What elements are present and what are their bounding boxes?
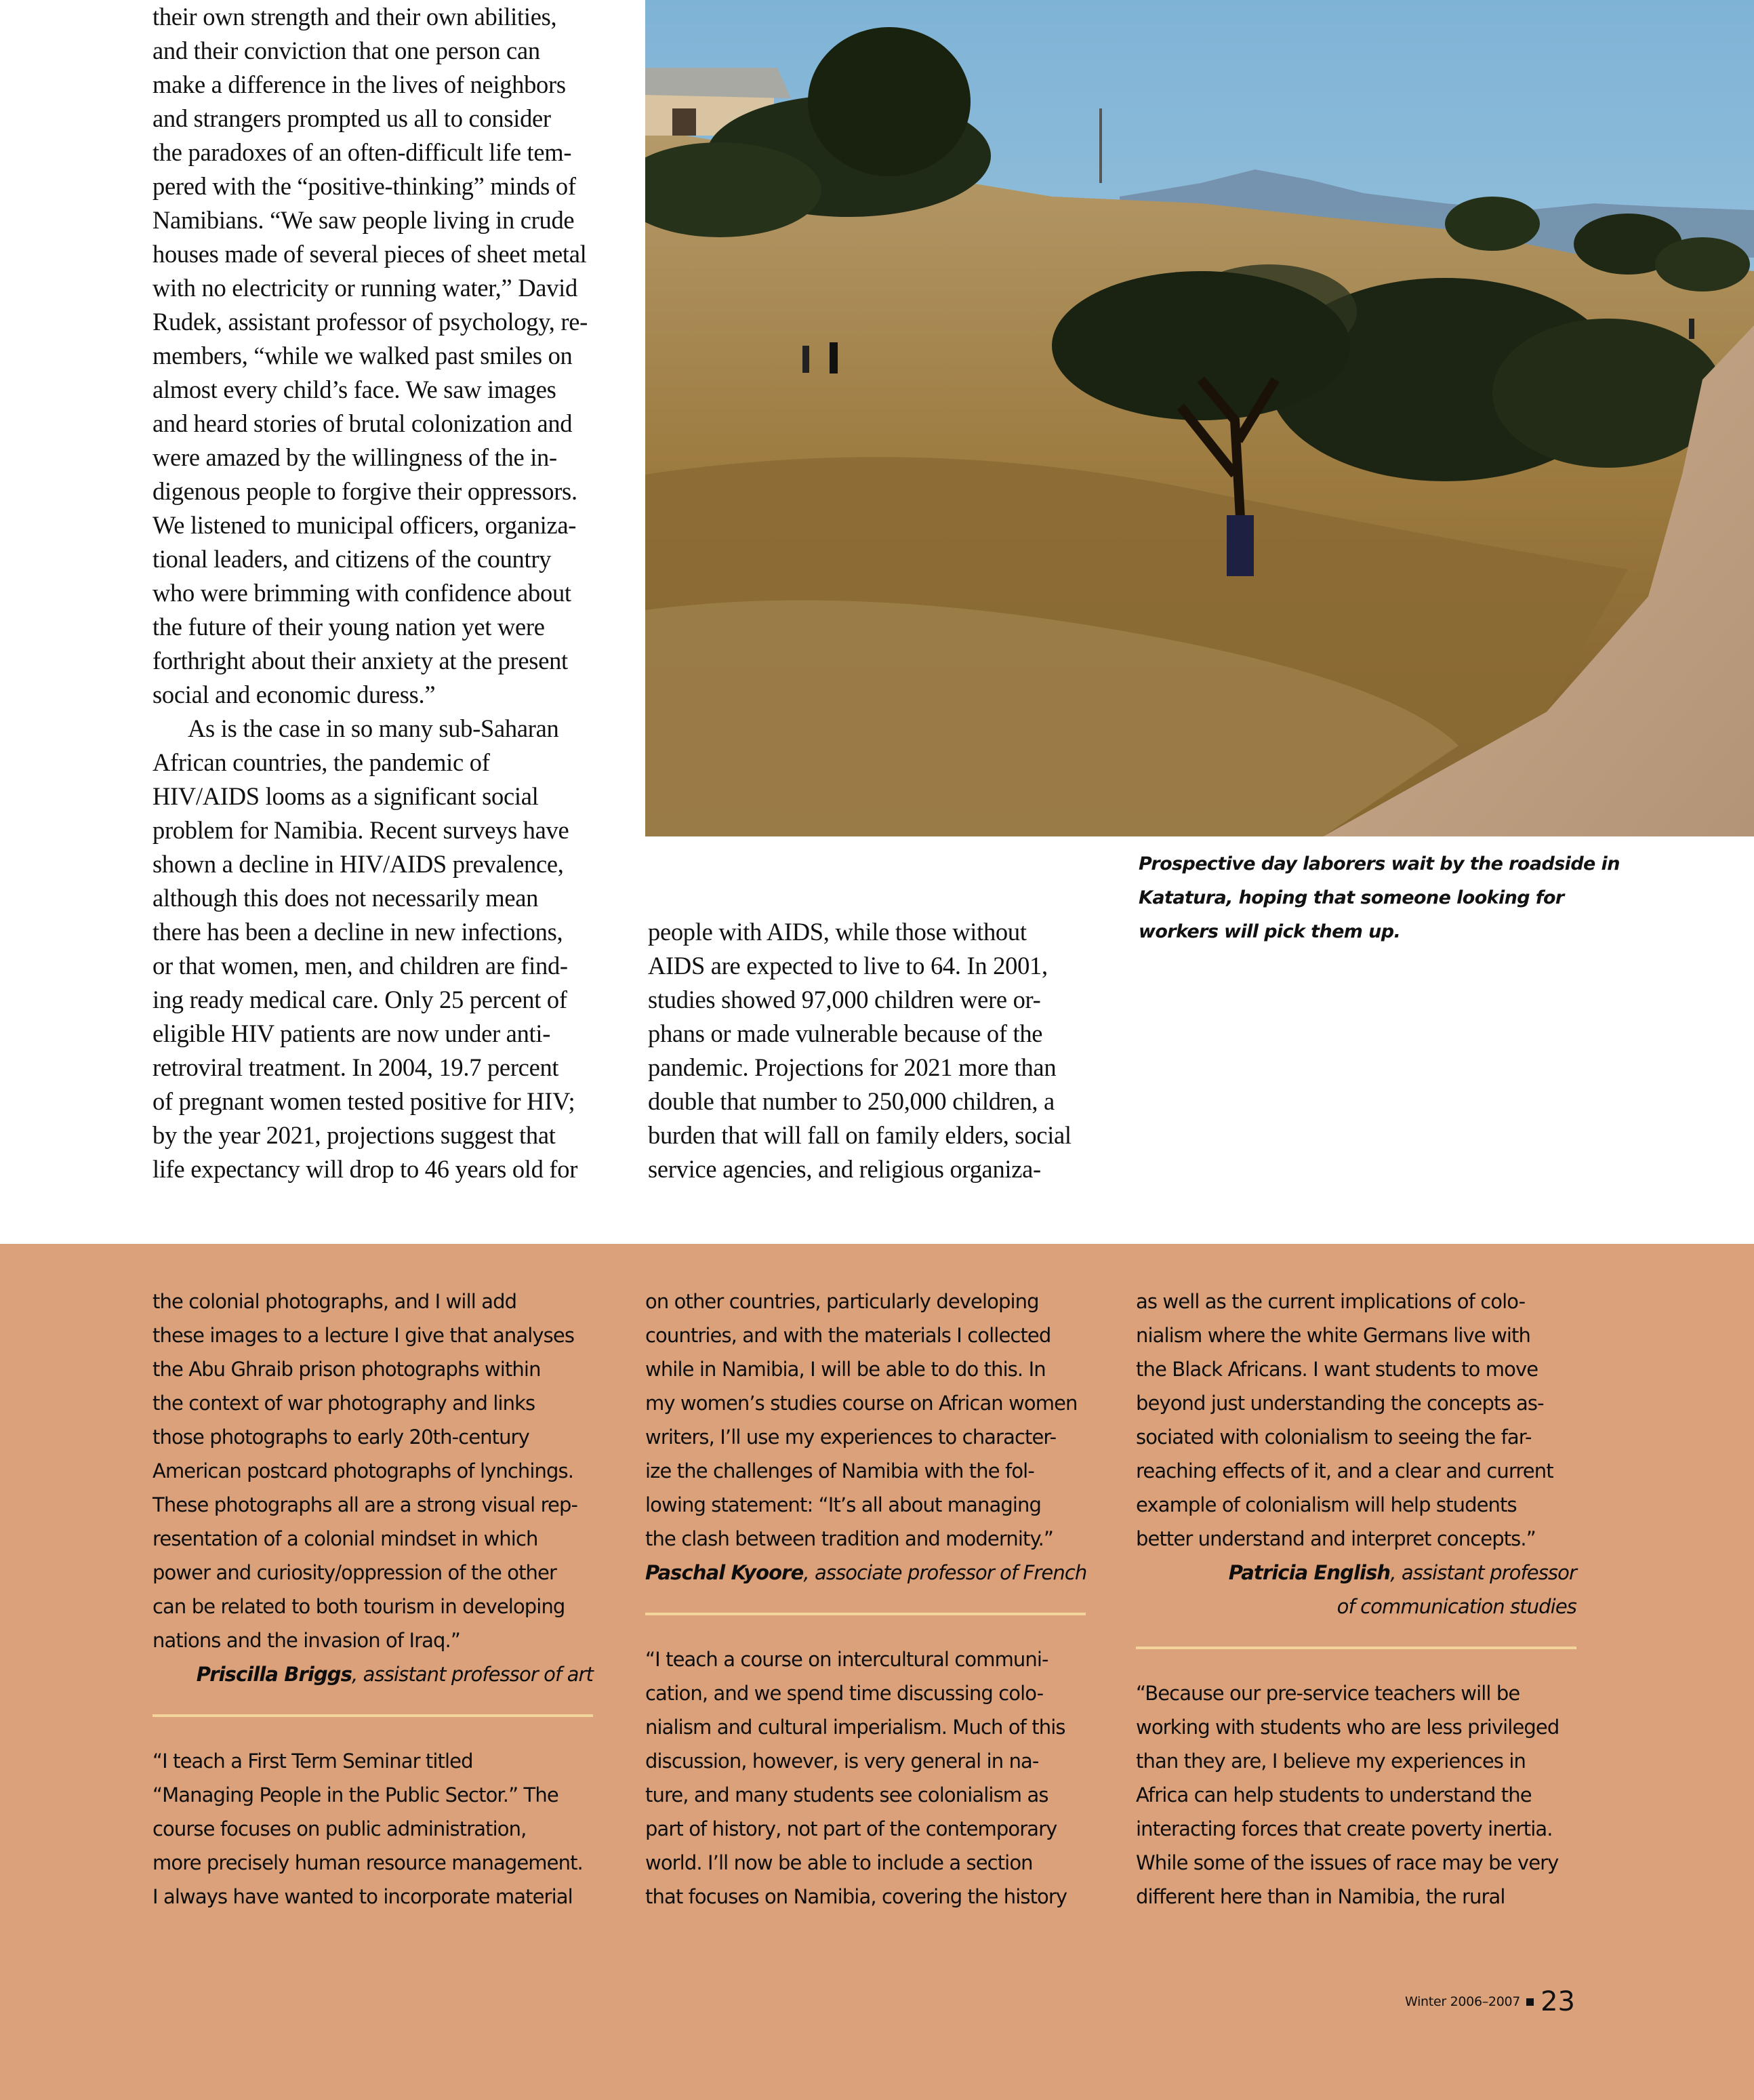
text-line: of pregnant women tested positive for HIV; bbox=[152, 1087, 575, 1115]
text-line: retroviral treatment. In 2004, 19.7 percent bbox=[152, 1053, 559, 1081]
text-line: As is the case in so many sub-Saharan bbox=[188, 714, 559, 742]
issue-label: Winter 2006–2007 bbox=[1405, 1994, 1521, 2009]
quotes-column-3 bbox=[1136, 1285, 1576, 1914]
quote-line: ize the challenges of Namibia with the fol- bbox=[645, 1459, 1034, 1482]
quote-line: these images to a lecture I give that analyses bbox=[152, 1324, 575, 1347]
text-line: houses made of several pieces of sheet metal bbox=[152, 240, 587, 268]
text-line: service agencies, and religious organiza- bbox=[648, 1155, 1041, 1183]
text-line: their own strength and their own abilities, bbox=[152, 3, 557, 31]
quote-line: the Abu Ghraib prison photographs within bbox=[152, 1358, 541, 1381]
quote-attribution bbox=[1136, 1556, 1576, 1590]
quote-line: These photographs all are a strong visual rep- bbox=[152, 1493, 578, 1516]
quotes-column-2 bbox=[645, 1285, 1086, 1914]
quote-line: writers, I’ll use my experiences to character- bbox=[645, 1426, 1057, 1449]
text-line: burden that will fall on family elders, social bbox=[648, 1121, 1072, 1149]
text-line: HIV/AIDS looms as a significant social bbox=[152, 782, 539, 810]
photo-caption bbox=[1139, 847, 1620, 949]
quote-line: nialism where the white Germans live with bbox=[1136, 1324, 1530, 1347]
page-footer bbox=[1405, 1986, 1575, 2017]
quote-block bbox=[1136, 1285, 1576, 1649]
text-line: Namibians. “We saw people living in crude bbox=[152, 206, 575, 234]
quote-line: reaching effects of it, and a clear and current bbox=[1136, 1459, 1553, 1482]
divider-rule bbox=[645, 1613, 1086, 1615]
text-line: there has been a decline in new infections, bbox=[152, 918, 563, 946]
text-line: tional leaders, and citizens of the country bbox=[152, 545, 552, 573]
quote-line: as well as the current implications of colo- bbox=[1136, 1290, 1526, 1313]
text-line: workers will pick them up. bbox=[1139, 921, 1401, 942]
text-line: pandemic. Projections for 2021 more than bbox=[648, 1053, 1057, 1081]
text-line: almost every child’s face. We saw images bbox=[152, 376, 556, 403]
text-line: Katatura, hoping that someone looking for bbox=[1139, 887, 1564, 908]
text-line: ing ready medical care. Only 25 percent of bbox=[152, 986, 567, 1013]
quote-line: “Managing People in the Public Sector.” The bbox=[152, 1783, 558, 1806]
quote-line: countries, and with the materials I collected bbox=[645, 1324, 1051, 1347]
text-line: Rudek, assistant professor of psychology, re- bbox=[152, 308, 588, 336]
quote-line: on other countries, particularly developing bbox=[645, 1290, 1039, 1313]
quote-line: lowing statement: “It’s all about managing bbox=[645, 1493, 1041, 1516]
text-line: by the year 2021, projections suggest that bbox=[152, 1121, 556, 1149]
text-line: eligible HIV patients are now under anti- bbox=[152, 1019, 551, 1047]
quote-line: cation, and we spend time discussing colo- bbox=[645, 1682, 1044, 1705]
quote-line: can be related to both tourism in developing bbox=[152, 1595, 565, 1618]
quote-line: interacting forces that create poverty inertia. bbox=[1136, 1817, 1553, 1840]
quote-line: resentation of a colonial mindset in which bbox=[152, 1527, 538, 1550]
quote-block bbox=[152, 1285, 593, 1717]
text-line: pered with the “positive-thinking” minds of bbox=[152, 172, 576, 200]
quote-line: while in Namibia, I will be able to do this. In bbox=[645, 1358, 1046, 1381]
text-line: with no electricity or running water,” David bbox=[152, 274, 577, 302]
attribution-title: , associate professor of French bbox=[803, 1561, 1087, 1584]
quote-line: “Because our pre-service teachers will be bbox=[1136, 1682, 1520, 1705]
quote-line: sociated with colonialism to seeing the far- bbox=[1136, 1426, 1532, 1449]
text-line: Prospective day laborers wait by the roadside in bbox=[1139, 853, 1620, 874]
text-line: shown a decline in HIV/AIDS prevalence, bbox=[152, 850, 564, 878]
quote-line: power and curiosity/oppression of the other bbox=[152, 1561, 556, 1584]
quote-line: While some of the issues of race may be very bbox=[1136, 1851, 1559, 1874]
quote-line: world. I’ll now be able to include a section bbox=[645, 1851, 1033, 1874]
text-line: African countries, the pandemic of bbox=[152, 748, 490, 776]
quote-line: nations and the invasion of Iraq.” bbox=[152, 1629, 460, 1652]
quote-line: I always have wanted to incorporate material bbox=[152, 1885, 573, 1908]
quote-line: nialism and cultural imperialism. Much of this bbox=[645, 1716, 1065, 1739]
text-line: were amazed by the willingness of the in- bbox=[152, 443, 557, 471]
quote-line: part of history, not part of the contemporary bbox=[645, 1817, 1057, 1840]
quote-line: than they are, I believe my experiences in bbox=[1136, 1750, 1526, 1773]
attribution-title: of communication studies bbox=[1337, 1595, 1576, 1618]
text-line: and strangers prompted us all to consider bbox=[152, 104, 551, 132]
quotes-column-1 bbox=[152, 1285, 593, 1914]
quote-line: discussion, however, is very general in na- bbox=[645, 1750, 1039, 1773]
quote-line: Africa can help students to understand the bbox=[1136, 1783, 1532, 1806]
quote-line: different here than in Namibia, the rural bbox=[1136, 1885, 1505, 1908]
quote-line: that focuses on Namibia, covering the history bbox=[645, 1885, 1067, 1908]
quote-line: the context of war photography and links bbox=[152, 1392, 535, 1415]
text-line: studies showed 97,000 children were or- bbox=[648, 986, 1041, 1013]
quote-line: course focuses on public administration, bbox=[152, 1817, 527, 1840]
text-line: who were brimming with confidence about bbox=[152, 579, 571, 607]
quote-line: the Black Africans. I want students to move bbox=[1136, 1358, 1538, 1381]
quote-line: the colonial photographs, and I will add bbox=[152, 1290, 517, 1313]
text-line: problem for Namibia. Recent surveys have bbox=[152, 816, 569, 844]
quote-attribution bbox=[645, 1556, 1086, 1590]
quote-block bbox=[645, 1642, 1086, 1914]
article-body-middle-column bbox=[648, 915, 1095, 1186]
quote-line: beyond just understanding the concepts as- bbox=[1136, 1392, 1544, 1415]
quote-line: better understand and interpret concepts.” bbox=[1136, 1527, 1536, 1550]
text-line: and their conviction that one person can bbox=[152, 37, 540, 64]
attribution-title: , assistant professor of art bbox=[352, 1663, 593, 1686]
quote-line: “I teach a course on intercultural communi- bbox=[645, 1648, 1048, 1671]
text-line: We listened to municipal officers, organiza- bbox=[152, 511, 577, 539]
quote-block bbox=[1136, 1676, 1576, 1914]
article-body-left-column bbox=[152, 0, 600, 1186]
text-line: or that women, men, and children are find- bbox=[152, 952, 568, 980]
text-line: digenous people to forgive their oppressors. bbox=[152, 477, 577, 505]
text-line: although this does not necessarily mean bbox=[152, 884, 539, 912]
text-line: double that number to 250,000 children, a bbox=[648, 1087, 1055, 1115]
text-line: forthright about their anxiety at the present bbox=[152, 647, 568, 674]
article-photo bbox=[645, 0, 1754, 836]
text-line: social and economic duress.” bbox=[152, 681, 436, 708]
quote-line: my women’s studies course on African women bbox=[645, 1392, 1078, 1415]
attribution-name: Paschal Kyoore bbox=[645, 1561, 804, 1584]
quote-line: “I teach a First Term Seminar titled bbox=[152, 1750, 473, 1773]
text-line: and heard stories of brutal colonization and bbox=[152, 409, 573, 437]
quote-line: working with students who are less privileged bbox=[1136, 1716, 1559, 1739]
quote-line: ture, and many students see colonialism as bbox=[645, 1783, 1048, 1806]
quote-attribution bbox=[152, 1657, 593, 1691]
quote-block bbox=[645, 1285, 1086, 1615]
landscape-photo-illustration bbox=[645, 0, 1754, 836]
text-line: make a difference in the lives of neighbors bbox=[152, 70, 566, 98]
page-number: 23 bbox=[1541, 1986, 1575, 2017]
text-line: phans or made vulnerable because of the bbox=[648, 1019, 1043, 1047]
attribution-title: , assistant professor bbox=[1390, 1561, 1576, 1584]
divider-rule bbox=[152, 1714, 593, 1717]
attribution-name: Priscilla Briggs bbox=[196, 1663, 352, 1686]
text-line: people with AIDS, while those without bbox=[648, 918, 1027, 946]
text-line: the future of their young nation yet were bbox=[152, 613, 545, 641]
quote-line: those photographs to early 20th-century bbox=[152, 1426, 529, 1449]
text-line: members, “while we walked past smiles on bbox=[152, 342, 573, 369]
quote-line: the clash between tradition and modernity.” bbox=[645, 1527, 1054, 1550]
quote-line: American postcard photographs of lynchings. bbox=[152, 1459, 574, 1482]
quote-block bbox=[152, 1744, 593, 1914]
quote-attribution bbox=[1136, 1590, 1576, 1623]
attribution-name: Patricia English bbox=[1228, 1561, 1391, 1584]
text-line: the paradoxes of an often-difficult life tem- bbox=[152, 138, 572, 166]
faculty-quotes-sidebar bbox=[0, 1244, 1754, 2100]
text-line: life expectancy will drop to 46 years old for bbox=[152, 1155, 578, 1183]
quote-line: more precisely human resource management. bbox=[152, 1851, 583, 1874]
square-bullet-icon bbox=[1526, 1998, 1534, 2006]
divider-rule bbox=[1136, 1647, 1576, 1649]
quote-line: example of colonialism will help students bbox=[1136, 1493, 1517, 1516]
text-line: AIDS are expected to live to 64. In 2001, bbox=[648, 952, 1048, 980]
